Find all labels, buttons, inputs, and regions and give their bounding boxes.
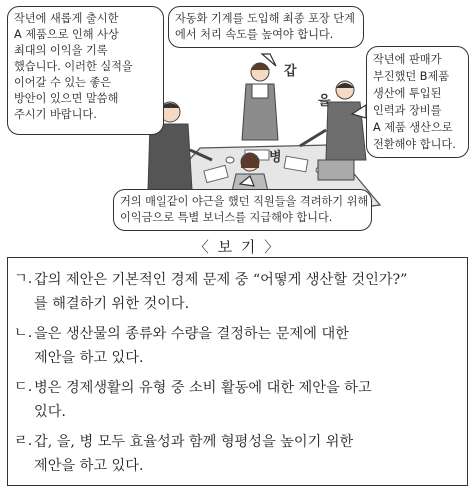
choice-text: 제안을 하고 있다.: [34, 350, 144, 366]
choice-text: 있다.: [34, 404, 66, 420]
speech-line: 이어갈 수 있는 좋은: [14, 76, 112, 89]
cup: [226, 157, 234, 163]
choice-text: 를 해결하기 위한 것이다.: [34, 296, 190, 312]
choice-text: 을은 생산물의 종류와 수량을 결정하는 문제에 대한: [34, 326, 349, 342]
speech-line: 자동화 기계를 도입해 최종 포장 단계: [175, 12, 355, 25]
choice-text: 제안을 하고 있다.: [34, 458, 144, 474]
speech-line: A 제품으로 인해 사상: [14, 28, 119, 41]
speech-line: 부진했던 B제품: [373, 70, 450, 83]
speech-line: 작년에 판매가: [373, 53, 442, 66]
speech-line: 방안이 있으면 말씀해: [14, 92, 119, 105]
label-byeong: 병: [269, 150, 282, 165]
speech-line: 최대의 이익을 기록: [14, 44, 108, 57]
speech-line: A 제품 생산으로: [373, 121, 453, 134]
speech-bubble-bottom: [113, 189, 372, 231]
speech-line: 인력과 장비를: [373, 104, 442, 117]
choice-mark: ㄷ.: [14, 379, 33, 395]
speech-bubble-right: [366, 46, 469, 158]
speech-line: 전환해야 합니다.: [373, 138, 456, 151]
choice-text: 갑, 을, 병 모두 효율성과 함께 형평성을 높이기 위한: [34, 434, 354, 450]
choice-mark: ㄹ.: [14, 433, 33, 449]
choice-text: 병은 경제생활의 유형 중 소비 활동에 대한 제안을 하고: [34, 380, 372, 396]
speech-line: 에서 처리 속도를 높여야 합니다.: [175, 28, 334, 41]
bogi-title: 〈 보 기 〉: [193, 238, 282, 256]
speech-line: 작년에 새롭게 출시한: [14, 12, 119, 25]
speech-line: 생산에 투입된: [373, 87, 442, 100]
speech-line: 거의 매일같이 야근을 했던 직원들을 격려하기 위해: [120, 195, 369, 208]
speech-bubble-gap: [7, 6, 164, 135]
speech-bubble-top: [168, 6, 364, 48]
choice-mark: ㄱ.: [14, 271, 33, 287]
choice-text: 갑의 제안은 기본적인 경제 문제 중 “어떻게 생산할 것인가?”: [34, 272, 408, 288]
speech-line: 했습니다. 이러한 실적을: [14, 60, 133, 73]
choice-mark: ㄴ.: [14, 325, 33, 341]
speech-line: 주시기 바랍니다.: [14, 108, 97, 121]
person-gap: [242, 63, 278, 140]
label-gap: 갑: [284, 64, 297, 79]
speech-line: 이익금으로 특별 보너스를 지급해야 합니다.: [120, 211, 333, 224]
bogi-box: [7, 257, 468, 486]
label-eul: 을: [318, 94, 331, 109]
